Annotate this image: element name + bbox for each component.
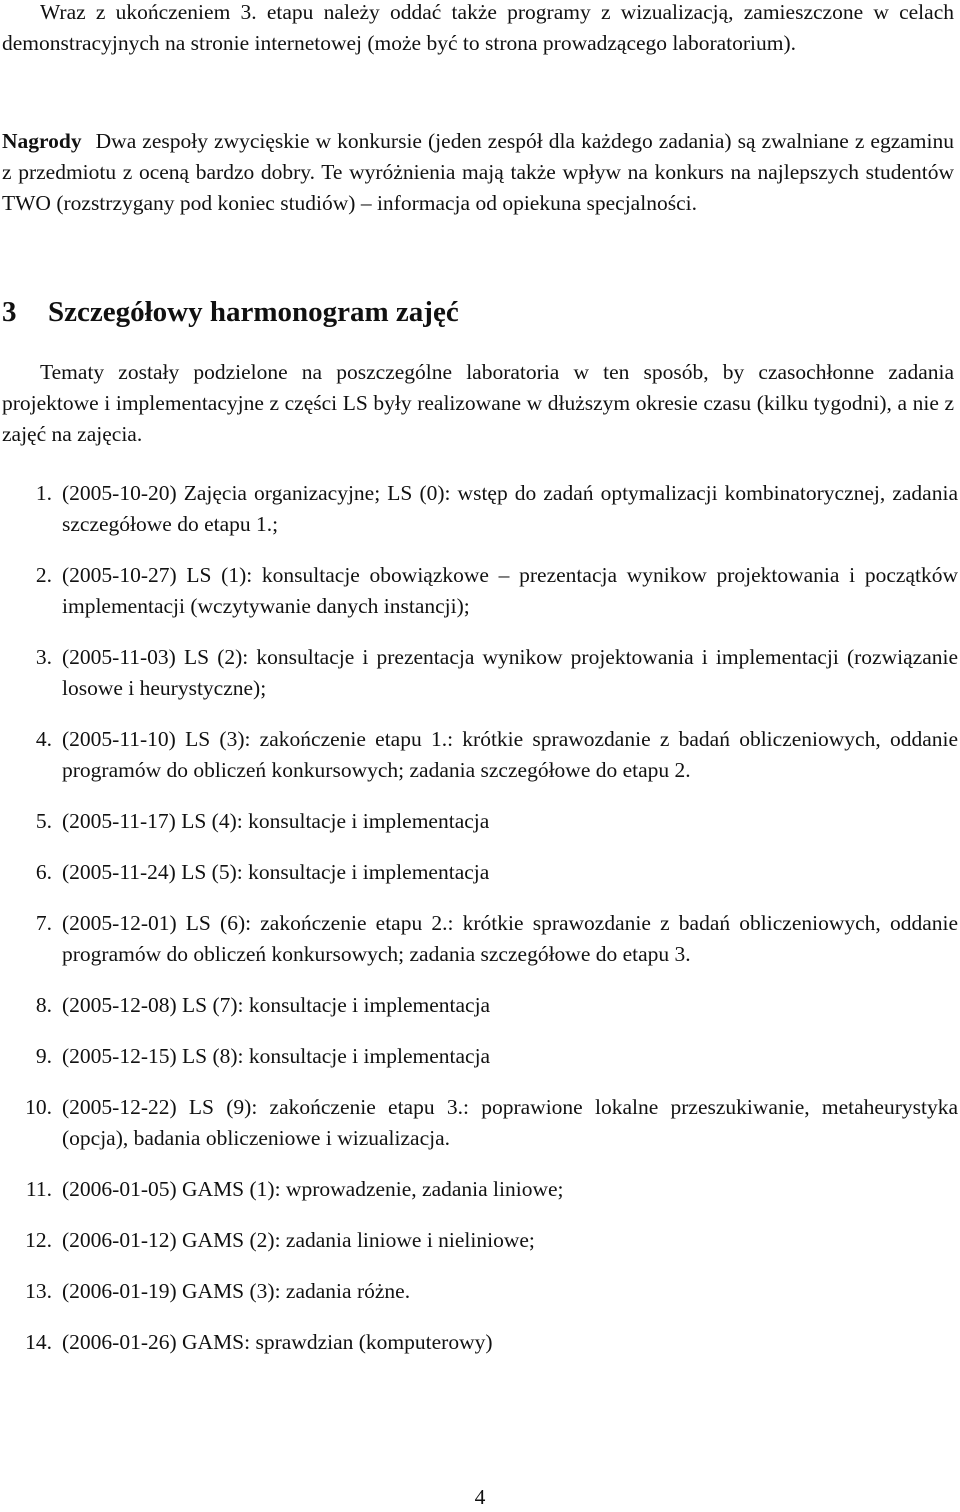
list-item-number: 9. (35, 1044, 52, 1068)
list-item (0, 806, 958, 837)
page-number: 4 (474, 1485, 486, 1509)
schedule-list (0, 478, 958, 1378)
awards-label: Nagrody (2, 129, 82, 153)
list-item (0, 1174, 958, 1205)
list-item-text: (2006-01-19) GAMS (3): zadania różne. (62, 1279, 411, 1303)
list-item-number: 12. (25, 1228, 52, 1252)
list-item (0, 1327, 958, 1358)
list-item-number: 5. (35, 809, 52, 833)
list-item-text: (2005-11-03) LS (2): konsultacje i prezentacja wynikow projektowania i implementacji (rozwiązanie losowe i heurystyczne); (62, 645, 958, 700)
list-item-text: (2005-11-17) LS (4): konsultacje i implementacja (62, 809, 490, 833)
list-item (0, 642, 958, 704)
list-item (0, 724, 958, 786)
list-item-number: 4. (35, 727, 52, 751)
list-item-text: (2005-12-15) LS (8): konsultacje i implementacja (62, 1044, 491, 1068)
list-item-text: (2006-01-26) GAMS: sprawdzian (komputerowy) (62, 1330, 493, 1354)
list-item (0, 1225, 958, 1256)
section-number: 3 (2, 296, 17, 328)
list-item-text: (2005-12-01) LS (6): zakończenie etapu 2.: krótkie sprawozdanie z badań obliczeniowych, oddanie programów do obliczeń konkursowych; zadania szczegółowe do etapu 3. (62, 911, 958, 966)
intro-paragraph: Wraz z ukończeniem 3. etapu należy oddać także programy z wizualizacją, zamieszczone w celach demonstracyjnych na stronie internetowej (może być to strona prowadzącego laboratorium). (2, 0, 954, 55)
list-item-text: (2005-10-27) LS (1): konsultacje obowiązkowe – prezentacja wynikow projektowania i początków implementacji (wczytywanie danych instancji); (62, 563, 958, 618)
list-item (0, 1092, 958, 1154)
list-item-number: 7. (35, 911, 52, 935)
list-item-text: (2005-11-10) LS (3): zakończenie etapu 1.: krótkie sprawozdanie z badań obliczeniowych, oddanie programów do obliczeń konkursowych; zadania szczegółowe do etapu 2. (62, 727, 958, 782)
list-item-number: 1. (35, 481, 52, 505)
list-item (0, 478, 958, 540)
list-item (0, 1276, 958, 1307)
awards-paragraph (2, 126, 954, 219)
list-item-number: 8. (35, 993, 52, 1017)
list-item-number: 3. (35, 645, 52, 669)
list-item (0, 908, 958, 970)
list-item-text: (2006-01-12) GAMS (2): zadania liniowe i nieliniowe; (62, 1228, 535, 1252)
list-item (0, 990, 958, 1021)
awards-text: Dwa zespoły zwycięskie w konkursie (jeden zespół dla każdego zadania) są zwalniane z egzaminu z przedmiotu z oceną bardzo dobry. Te wyróżnienia mają także wpływ na konkurs na najlepszych studentów TWO (rozstrzygany pod koniec studiów) – informacja od opiekuna specjalności. (2, 129, 954, 215)
list-item (0, 1041, 958, 1072)
list-item-text: (2005-12-22) LS (9): zakończenie etapu 3.: poprawione lokalne przeszukiwanie, metaheurystyka (opcja), badania obliczeniowe i wizualizacja. (62, 1095, 958, 1150)
list-item-number: 11. (25, 1177, 52, 1201)
list-item-number: 2. (35, 563, 52, 587)
list-item-number: 13. (25, 1279, 52, 1303)
section-intro-paragraph: Tematy zostały podzielone na poszczególne laboratoria w ten sposób, by czasochłonne zadania projektowe i implementacyjne z części LS były realizowane w dłuższym okresie czasu (kilku tygodni), a nie z zajęć na zajęcia. (2, 360, 954, 446)
list-item-text: (2006-01-05) GAMS (1): wprowadzenie, zadania liniowe; (62, 1177, 564, 1201)
list-item (0, 857, 958, 888)
section-heading (2, 292, 459, 332)
list-item-number: 14. (25, 1330, 52, 1354)
list-item-text: (2005-11-24) LS (5): konsultacje i implementacja (62, 860, 490, 884)
section-title: Szczegółowy harmonogram zajęć (48, 296, 459, 328)
list-item-text: (2005-10-20) Zajęcia organizacyjne; LS (0): wstęp do zadań optymalizacji kombinatorycznej, zadania szczegółowe do etapu 1.; (62, 481, 958, 536)
list-item-number: 10. (25, 1095, 52, 1119)
list-item-text: (2005-12-08) LS (7): konsultacje i implementacja (62, 993, 491, 1017)
list-item-number: 6. (35, 860, 52, 884)
list-item (0, 560, 958, 622)
